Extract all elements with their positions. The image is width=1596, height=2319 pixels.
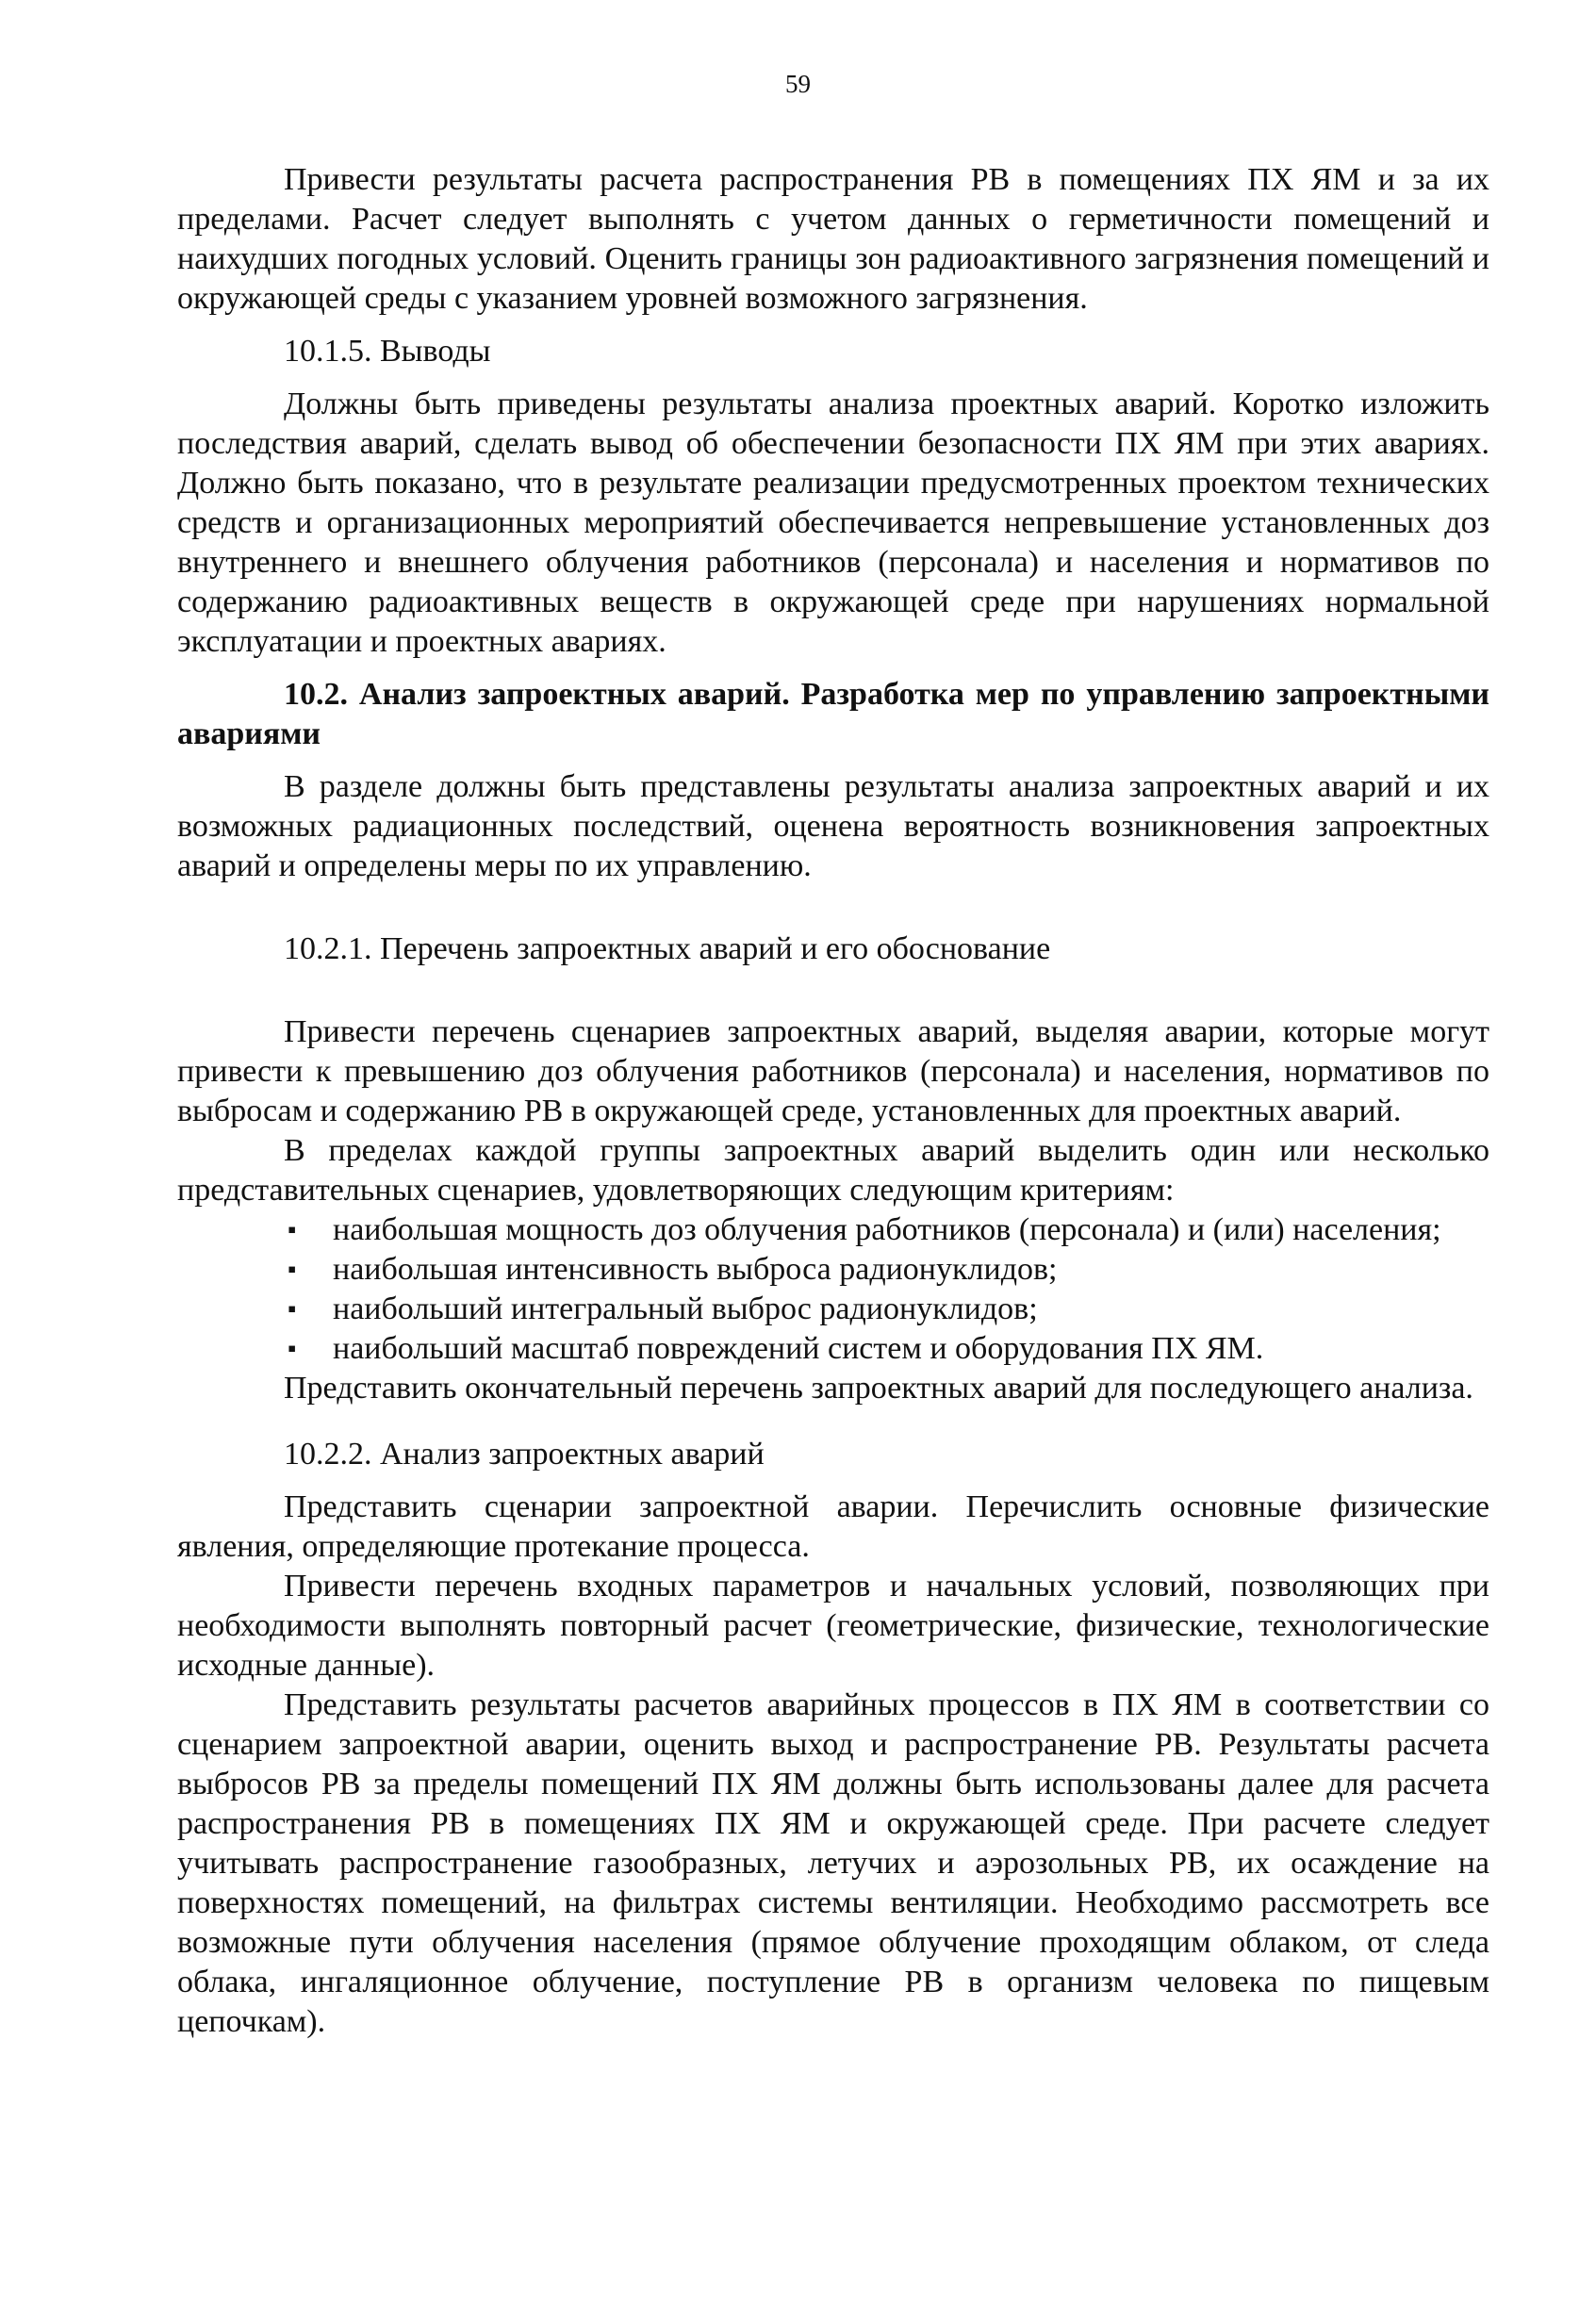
paragraph-design-accidents-conclusions: Должны быть приведены результаты анализа проектных аварий. Коротко изложить последствия аварий, сделать вывод об обеспечении безопасности ПХ ЯМ при этих авариях. Должно быть показано, что в результате реализации предусмотренных проектом технических средств и организационных мероприятий обеспечивается непревышение установленных доз внутреннего и внешнего облучения работников (персонала) и населения и нормативов по содержанию радиоактивных веществ в окружающей среде при нарушениях нормальной эксплуатации и проектных авариях.: [177, 386, 1489, 659]
paragraph-representative-scenarios: В пределах каждой группы запроектных аварий выделить один или несколько представительных сценариев, удовлетворяющих следующим критериям:: [177, 1133, 1489, 1208]
heading-10-1-5-conclusions: 10.1.5. Выводы: [284, 334, 491, 369]
list-item-text: наибольшая мощность доз облучения работников (персонала) и (или) населения;: [333, 1212, 1441, 1247]
bullet-icon: ▪: [288, 1335, 297, 1362]
heading-10-2-beyond-design-accidents: 10.2. Анализ запроектных аварий. Разработка мер по управлению запроектными авариями: [177, 677, 1489, 751]
spacer: [177, 1408, 1489, 1435]
spacer: [177, 969, 1489, 1012]
paragraph-input-parameters: Привести перечень входных параметров и начальных условий, позволяющих при необходимости выполнять повторный расчет (геометрические, физические, технологические исходные данные).: [177, 1569, 1489, 1683]
document-body: [177, 160, 1489, 2042]
spacer: [177, 886, 1489, 929]
bullet-icon: ▪: [288, 1216, 297, 1243]
bullet-icon: ▪: [288, 1256, 297, 1283]
spacer: [177, 1474, 1489, 1488]
list-item-text: наибольшая интенсивность выброса радионуклидов;: [333, 1252, 1058, 1287]
list-item: [177, 1290, 1489, 1329]
list-item: [177, 1329, 1489, 1369]
heading-10-2-2-accident-analysis: 10.2.2. Анализ запроектных аварий: [284, 1437, 765, 1472]
spacer: [177, 371, 1489, 385]
criteria-list: [177, 1210, 1489, 1369]
page-number: 59: [785, 70, 811, 98]
paragraph-accident-scenarios: Представить сценарии запроектной аварии. Перечислить основные физические явления, определяющие протекание процесса.: [177, 1489, 1489, 1564]
bullet-icon: ▪: [288, 1295, 297, 1323]
spacer: [177, 754, 1489, 767]
spacer: [177, 319, 1489, 332]
list-item-text: наибольший интегральный выброс радионуклидов;: [333, 1291, 1038, 1326]
paragraph-scenario-list: Привести перечень сценариев запроектных аварий, выделяя аварии, которые могут привести к превышению доз облучения работников (персонала) и населения, нормативов по выбросам и содержанию РВ в окружающей среде, установленных для проектных аварий.: [177, 1014, 1489, 1128]
paragraph-calculation-results: Представить результаты расчетов аварийных процессов в ПХ ЯМ в соответствии со сценарием запроектной аварии, оценить выход и распространение РВ. Результаты расчета выбросов РВ за пределы помещений ПХ ЯМ должны быть использованы далее для расчета распространения РВ в помещениях ПХ ЯМ и окружающей среде. При расчете следует учитывать распространение газообразных, летучих и аэрозольных РВ, их осаждение на поверхностях помещений, на фильтрах системы вентиляции. Необходимо рассмотреть все возможные пути облучения населения (прямое облучение проходящим облаком, от следа облака, ингаляционное облучение, поступление РВ в организм человека по пищевым цепочкам).: [177, 1687, 1489, 2039]
paragraph-propagation-results: Привести результаты расчета распространения РВ в помещениях ПХ ЯМ и за их пределами. Расчет следует выполнять с учетом данных о герметичности помещений и наихудших погодных условий. Оценить границы зон радиоактивного загрязнения помещений и окружающей среды с указанием уровней возможного загрязнения.: [177, 162, 1489, 316]
list-item: [177, 1250, 1489, 1290]
paragraph-final-list: Представить окончательный перечень запроектных аварий для последующего анализа.: [284, 1371, 1473, 1406]
spacer: [177, 662, 1489, 675]
list-item-text: наибольший масштаб повреждений систем и оборудования ПХ ЯМ.: [333, 1331, 1264, 1366]
paragraph-section-contents: В разделе должны быть представлены результаты анализа запроектных аварий и их возможных радиационных последствий, оценена вероятность возникновения запроектных аварий и определены меры по их управлению.: [177, 769, 1489, 883]
heading-10-2-1-accident-list: 10.2.1. Перечень запроектных аварий и его обоснование: [284, 931, 1051, 966]
list-item: [177, 1210, 1489, 1250]
